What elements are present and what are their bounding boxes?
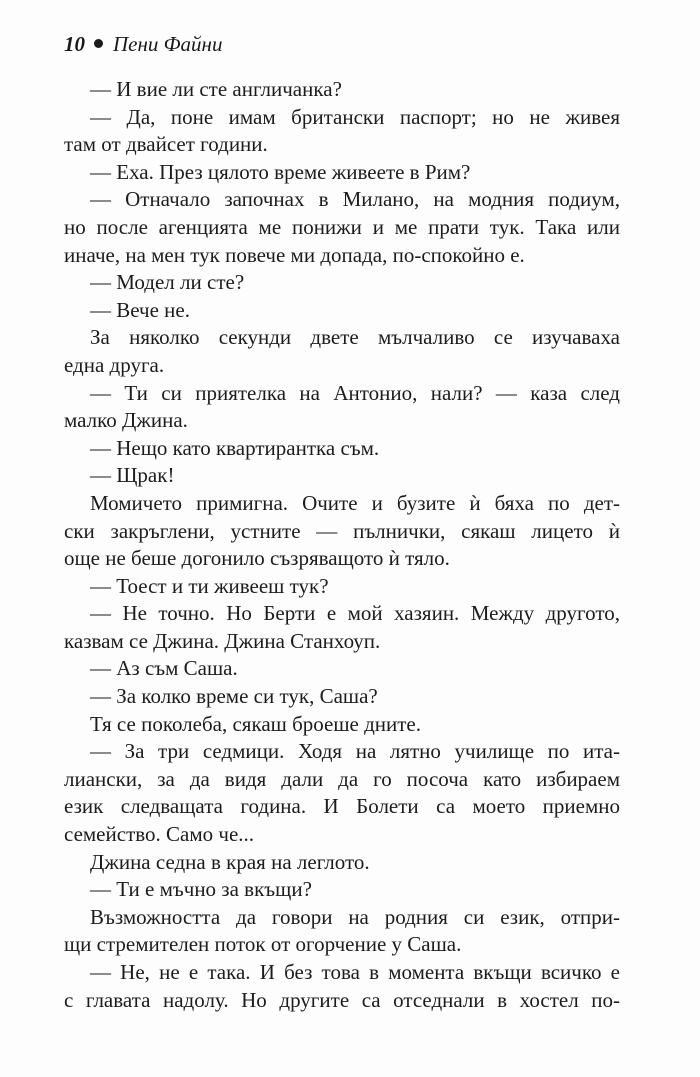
text-line: За няколко секунди двете мълчаливо се изучаваха xyxy=(90,325,620,350)
text-line: — Модел ли сте? xyxy=(90,270,245,295)
text-line: — Не, не е така. И без това в момента вкъщи всичко е xyxy=(90,960,620,984)
running-head xyxy=(64,30,222,58)
body-text xyxy=(64,76,620,1014)
text-line: — Ти си приятелка на Антонио, нали? — каза след xyxy=(90,380,620,405)
text-line: — За три седмици. Ходя на лятно училище по ита- xyxy=(90,739,620,764)
text-line: щи стремителен поток от огорчение у Саша. xyxy=(64,932,462,957)
text-line: иначе, на мен тук повече ми допада, по-спокойно е. xyxy=(64,242,525,267)
text-line: Тя се поколеба, сякаш броеше дните. xyxy=(90,711,422,736)
text-line: — Щрак! xyxy=(90,463,175,488)
text-line: лиански, за да видя дали да го посоча като избираем xyxy=(64,766,620,791)
text-line: — Еха. През цялото време живеете в Рим? xyxy=(90,159,471,184)
text-line: — Нещо като квартирантка съм. xyxy=(90,435,380,460)
text-line: малко Джина. xyxy=(64,408,188,433)
text-line: език следващата година. И Болети са моето приемно xyxy=(64,794,620,819)
text-line: казвам се Джина. Джина Станхоуп. xyxy=(64,628,381,653)
text-line: — Аз съм Саша. xyxy=(90,656,238,681)
text-line: Джина седна в края на леглото. xyxy=(90,849,370,874)
text-line: — За колко време си тук, Саша? xyxy=(90,684,378,709)
text-line: — Да, поне имам британски паспорт; но не живея xyxy=(90,104,620,129)
text-line: семейство. Само че... xyxy=(64,822,255,847)
text-line: Възможността да говори на родния си език, отпри- xyxy=(90,904,620,929)
text-line: — Отначало започнах в Милано, на модния подиум, xyxy=(90,187,620,212)
text-line: — Не точно. Но Берти е мой хазяин. Между другото, xyxy=(90,601,620,626)
text-line: — Тоест и ти живееш тук? xyxy=(90,573,329,598)
author-name: Пени Файни xyxy=(113,32,223,56)
text-line: — И вие ли сте англичанка? xyxy=(90,77,342,101)
text-line: една друга. xyxy=(64,352,165,377)
text-line: ски закръглени, устните — пълнички, сякаш лицето ѝ xyxy=(64,518,620,543)
text-line: още не беше догонило съзряващото ѝ тяло. xyxy=(64,546,450,571)
text-line: — Вече не. xyxy=(90,297,190,322)
text-line: — Ти е мъчно за вкъщи? xyxy=(90,877,312,902)
text-line: там от двайсет години. xyxy=(64,132,268,157)
page-number: 10 xyxy=(64,32,85,56)
text-line: Момичето примигна. Очите и бузите ѝ бяха по дет- xyxy=(90,490,620,515)
bullet-separator-icon xyxy=(94,39,103,48)
text-line: с главата надолу. Но другите са отседнали в хостел по- xyxy=(64,987,620,1012)
text-line: но после агенцията ме понижи и ме прати тук. Така или xyxy=(64,214,620,239)
